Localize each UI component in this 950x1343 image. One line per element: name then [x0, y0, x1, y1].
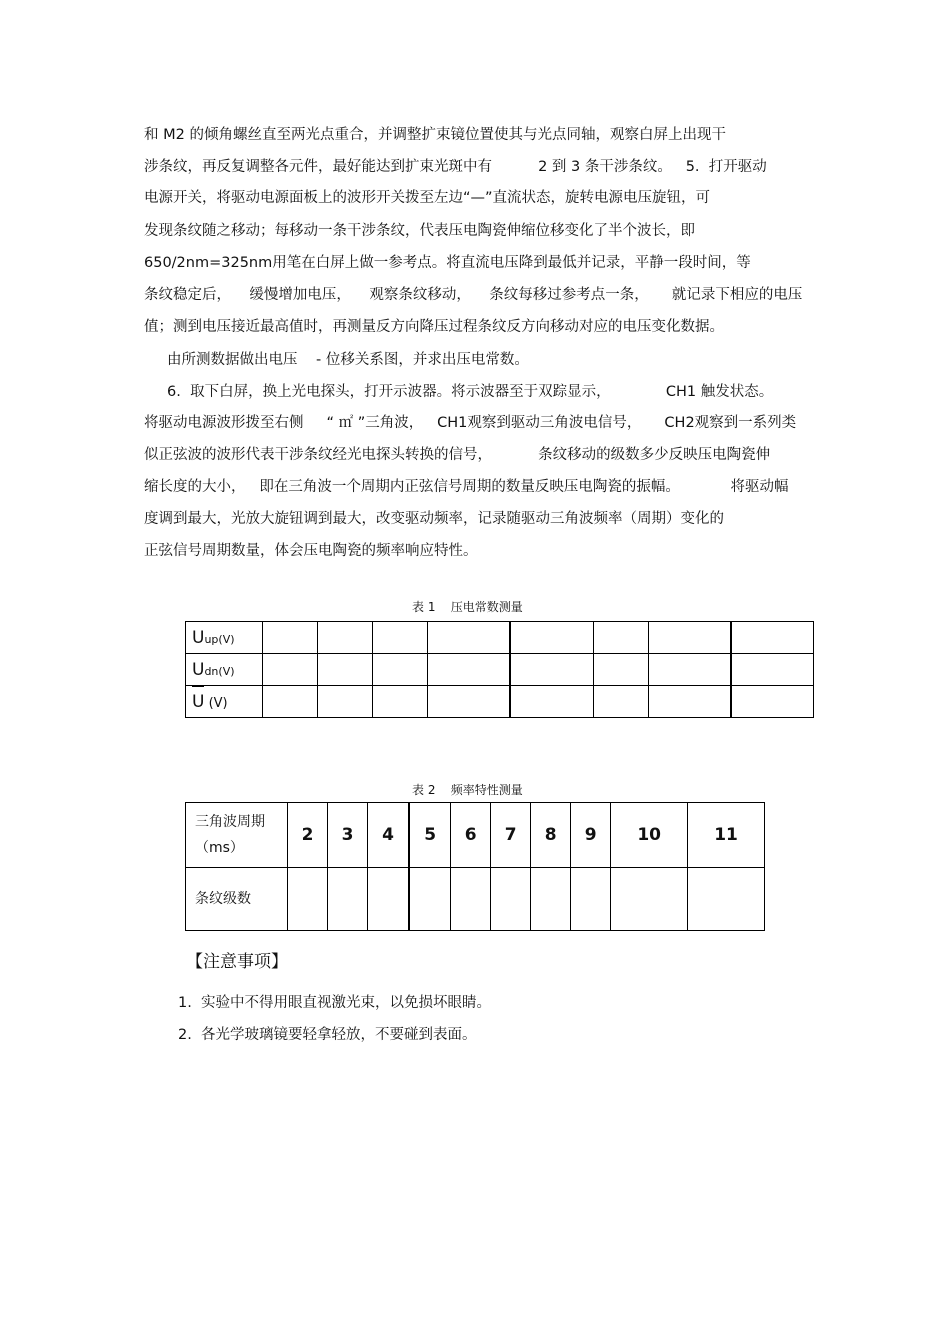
period-value: 10	[611, 803, 688, 868]
table-cell[interactable]	[648, 654, 731, 686]
table-cell[interactable]	[428, 654, 511, 686]
table-cell[interactable]	[593, 654, 648, 686]
piezo-constant-table	[185, 621, 814, 718]
row-header: 条纹级数	[186, 868, 288, 931]
table-cell[interactable]	[593, 622, 648, 654]
paragraph-line: 值；测到电压接近最高值时，再测量反方向降压过程条纹反方向移动对应的电压变化数据。	[144, 319, 724, 335]
period-value: 5	[409, 803, 451, 868]
notes-heading: 【注意事项】	[186, 952, 288, 972]
table-cell[interactable]	[373, 622, 428, 654]
paragraph-line: 涉条纹，再反复调整各元件，最好能达到扩束光斑中有 2 到 3 条干涉条纹。 5. 打开驱动	[144, 159, 767, 175]
table-cell[interactable]	[373, 654, 428, 686]
table-cell[interactable]	[373, 686, 428, 718]
period-value: 4	[368, 803, 410, 868]
period-value: 8	[531, 803, 571, 868]
period-unit: （ms）	[195, 840, 244, 856]
frequency-response-table	[185, 802, 765, 931]
table-cell[interactable]	[263, 654, 318, 686]
note-item: 2. 各光学玻璃镜要轻拿轻放，不要碰到表面。	[178, 1027, 477, 1043]
table-cell[interactable]	[593, 686, 648, 718]
table-row	[186, 803, 765, 868]
paragraph-line: 条纹稳定后， 缓慢增加电压， 观察条纹移动， 条纹每移过参考点一条， 就记录下相应的电压	[144, 287, 803, 303]
table-cell[interactable]	[611, 868, 688, 931]
table-cell[interactable]	[571, 868, 611, 931]
table-cell[interactable]	[688, 868, 765, 931]
table-cell[interactable]	[318, 622, 373, 654]
table-row	[186, 654, 814, 686]
table-cell[interactable]	[731, 686, 814, 718]
note-item: 1. 实验中不得用眼直视激光束，以免损坏眼睛。	[178, 995, 492, 1011]
paragraph-line: 由所测数据做出电压 - 位移关系图，并求出压电常数。	[144, 352, 529, 368]
table-cell[interactable]	[648, 686, 731, 718]
table-cell[interactable]	[263, 686, 318, 718]
table1-caption: 表 1 压电常数测量	[412, 600, 523, 614]
table-cell[interactable]	[428, 686, 511, 718]
table-cell[interactable]	[318, 654, 373, 686]
table-cell[interactable]	[428, 622, 511, 654]
table-row	[186, 686, 814, 718]
table-cell[interactable]	[510, 686, 593, 718]
paragraph-line: 缩长度的大小， 即在三角波一个周期内正弦信号周期的数量反映压电陶瓷的振幅。 将驱动幅	[144, 479, 789, 495]
table-cell[interactable]	[451, 868, 491, 931]
period-value: 3	[328, 803, 368, 868]
voltage-unit: (V)	[204, 695, 228, 711]
voltage-symbol: U	[192, 627, 205, 648]
table-cell[interactable]	[328, 868, 368, 931]
paragraph-line: 发现条纹随之移动；每移动一条干涉条纹，代表压电陶瓷伸缩位移变化了半个波长，即	[144, 223, 695, 239]
paragraph-line: 和 M2 的倾角螺丝直至两光点重合，并调整扩束镜位置使其与光点同轴，观察白屏上出现干	[144, 127, 726, 143]
voltage-mean-symbol: U	[192, 691, 205, 712]
paragraph-line: 650/2nm=325nm用笔在白屏上做一参考点。将直流电压降到最低并记录，平静一段时间，等	[144, 255, 751, 271]
paragraph-line: 将驱动电源波形拨至右侧 “ ㎡ ”三角波， CH1观察到驱动三角波电信号， CH2观察到一系列类	[144, 415, 797, 431]
period-value: 9	[571, 803, 611, 868]
table2-caption: 表 2 频率特性测量	[412, 783, 523, 797]
table-cell[interactable]	[731, 622, 814, 654]
row-header	[186, 803, 288, 868]
period-value: 7	[491, 803, 531, 868]
voltage-subscript: dn(V)	[204, 664, 235, 678]
table-cell[interactable]	[510, 622, 593, 654]
table-cell[interactable]	[531, 868, 571, 931]
table-cell[interactable]	[368, 868, 410, 931]
row-header	[186, 622, 263, 654]
voltage-symbol: U	[192, 659, 205, 680]
period-value: 6	[451, 803, 491, 868]
table-cell[interactable]	[409, 868, 451, 931]
table-cell[interactable]	[288, 868, 328, 931]
table-cell[interactable]	[731, 654, 814, 686]
voltage-subscript: up(V)	[204, 632, 235, 646]
paragraph-line: 正弦信号周期数量，体会压电陶瓷的频率响应特性。	[144, 543, 478, 559]
table-cell[interactable]	[491, 868, 531, 931]
row-header	[186, 654, 263, 686]
paragraph-line: 6. 取下白屏，换上光电探头，打开示波器。将示波器至于双踪显示， CH1 触发状态。	[144, 384, 774, 400]
table-cell[interactable]	[648, 622, 731, 654]
table-row	[186, 622, 814, 654]
table-row	[186, 868, 765, 931]
period-value: 2	[288, 803, 328, 868]
row-header	[186, 686, 263, 718]
table-cell[interactable]	[510, 654, 593, 686]
table-cell[interactable]	[318, 686, 373, 718]
period-value: 11	[688, 803, 765, 868]
paragraph-line: 度调到最大，光放大旋钮调到最大，改变驱动频率，记录随驱动三角波频率（周期）变化的	[144, 511, 724, 527]
paragraph-line: 似正弦波的波形代表干涉条纹经光电探头转换的信号， 条纹移动的级数多少反映压电陶瓷伸	[144, 447, 771, 463]
period-label: 三角波周期	[195, 814, 265, 830]
table-cell[interactable]	[263, 622, 318, 654]
paragraph-line: 电源开关，将驱动电源面板上的波形开关拨至左边“—”直流状态，旋转电源电压旋钮，可	[144, 190, 711, 206]
